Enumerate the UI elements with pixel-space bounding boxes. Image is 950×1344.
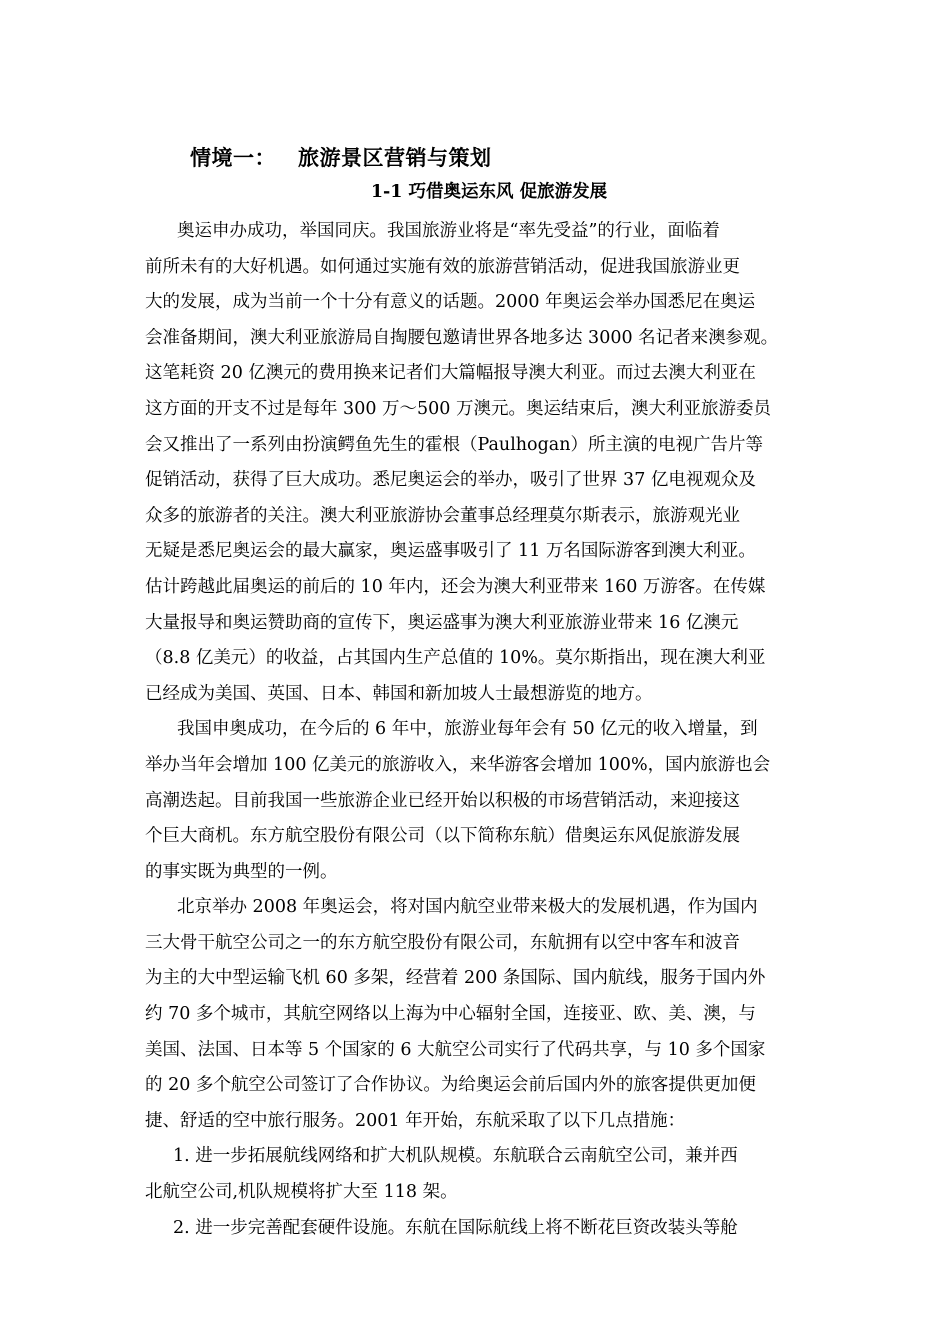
paragraph-line: 的事实既为典型的一例。 [145, 861, 338, 882]
chapter-title-text: 旅游景区营销与策划 [298, 145, 492, 170]
list-item-line: 1. 进一步拓展航线网络和扩大机队规模。东航联合云南航空公司，兼并西 [173, 1146, 738, 1167]
paragraph-line: 的 20 多个航空公司签订了合作协议。为给奥运会前后国内外的旅客提供更加便 [145, 1075, 756, 1096]
chapter-label: 情境一： [190, 145, 276, 170]
paragraph-line: 众多的旅游者的关注。澳大利亚旅游协会董事总经理莫尔斯表示，旅游观光业 [145, 505, 740, 526]
list-item-line: 北航空公司,机队规模将扩大至 118 架。 [145, 1182, 458, 1203]
section-title: 1-1 巧借奥运东风 促旅游发展 [370, 182, 608, 202]
paragraph-line: 大量报导和奥运赞助商的宣传下，奥运盛事为澳大利亚旅游业带来 16 亿澳元 [145, 612, 739, 633]
paragraph-line: 这方面的开支不过是每年 300 万～500 万澳元。奥运结束后，澳大利亚旅游委员 [145, 398, 771, 419]
chapter-title [190, 142, 492, 172]
paragraph-line: 举办当年会增加 100 亿美元的旅游收入，来华游客会增加 100%，国内旅游也会 [145, 754, 771, 775]
paragraph-line: 我国申奥成功，在今后的 6 年中，旅游业每年会有 50 亿元的收入增量，到 [177, 719, 758, 740]
paragraph-line: 美国、法国、日本等 5 个国家的 6 大航空公司实行了代码共享，与 10 多个国家 [145, 1039, 766, 1060]
paragraph-line: 促销活动，获得了巨大成功。悉尼奥运会的举办，吸引了世界 37 亿电视观众及 [145, 470, 756, 491]
paragraph-line: 北京举办 2008 年奥运会，将对国内航空业带来极大的发展机遇，作为国内 [177, 897, 758, 918]
paragraph-line: 会又推出了一系列由扮演鳄鱼先生的霍根（Paulhogan）所主演的电视广告片等 [145, 434, 764, 455]
paragraph-line: （8.8 亿美元）的收益，占其国内生产总值的 10%。莫尔斯指出，现在澳大利亚 [145, 648, 766, 669]
paragraph-line: 前所未有的大好机遇。如何通过实施有效的旅游营销活动，促进我国旅游业更 [145, 256, 740, 277]
paragraph-line: 高潮迭起。目前我国一些旅游企业已经开始以积极的市场营销活动，来迎接这 [145, 790, 740, 811]
paragraph-line: 三大骨干航空公司之一的东方航空股份有限公司，东航拥有以空中客车和波音 [145, 932, 740, 953]
paragraph-line: 这笔耗资 20 亿澳元的费用换来记者们大篇幅报导澳大利亚。而过去澳大利亚在 [145, 363, 756, 384]
paragraph-line: 大的发展，成为当前一个十分有意义的话题。2000 年奥运会举办国悉尼在奥运 [145, 292, 756, 313]
paragraph-line: 为主的大中型运输飞机 60 多架，经营着 200 条国际、国内航线，服务于国内外 [145, 968, 766, 989]
paragraph-line: 会准备期间，澳大利亚旅游局自掏腰包邀请世界各地多达 3000 名记者来澳参观。 [145, 327, 779, 348]
paragraph-line: 捷、舒适的空中旅行服务。2001 年开始，东航采取了以下几点措施： [145, 1110, 686, 1131]
list-item-line: 2. 进一步完善配套硬件设施。东航在国际航线上将不断花巨资改装头等舱 [173, 1217, 738, 1238]
paragraph-line: 约 70 多个城市，其航空网络以上海为中心辐射全国，连接亚、欧、美、澳，与 [145, 1004, 756, 1025]
paragraph-line: 无疑是悉尼奥运会的最大赢家，奥运盛事吸引了 11 万名国际游客到澳大利亚。 [145, 541, 756, 562]
paragraph-line: 已经成为美国、英国、日本、韩国和新加坡人士最想游览的地方。 [145, 683, 653, 704]
body-text [145, 214, 815, 1246]
paragraph-line: 个巨大商机。东方航空股份有限公司（以下简称东航）借奥运东风促旅游发展 [145, 826, 740, 847]
paragraph-line: 奥运申办成功，举国同庆。我国旅游业将是“率先受益”的行业，面临着 [177, 221, 720, 241]
paragraph-line: 估计跨越此届奥运的前后的 10 年内，还会为澳大利亚带来 160 万游客。在传媒 [145, 576, 766, 597]
